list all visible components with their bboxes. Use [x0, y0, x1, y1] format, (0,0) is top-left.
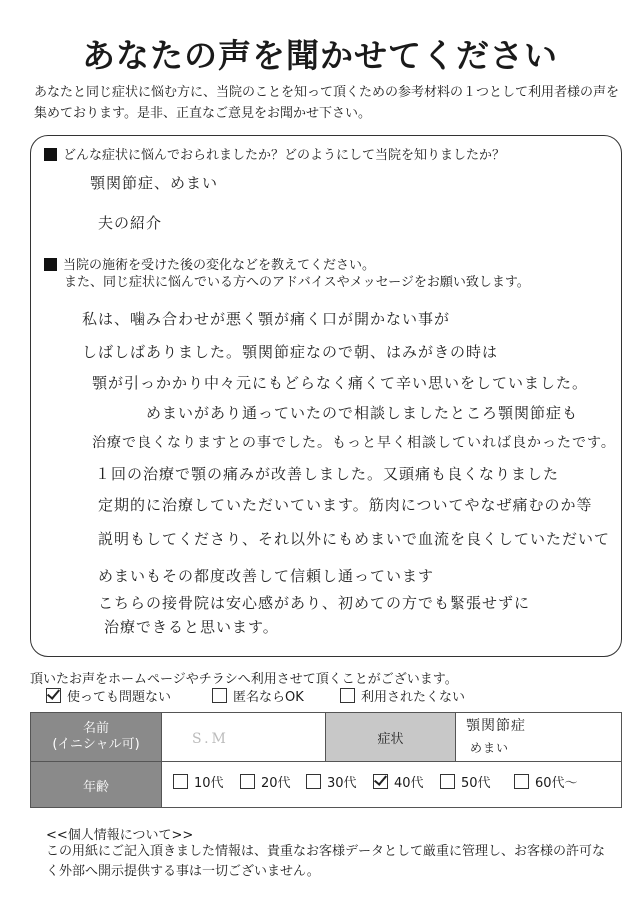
- square-bullet-icon: [44, 258, 57, 271]
- age-option[interactable]: [373, 772, 424, 791]
- answer-2-line: 私は、噛み合わせが悪く顎が痛く口が開かない事が: [82, 310, 451, 328]
- name-label-cell: [31, 713, 161, 761]
- checkbox[interactable]: [306, 774, 321, 789]
- intro-text: あなたと同じ症状に悩む方に、当院のことを知って頂くための参考材料の１つとして利用者様の声を集めております。是非、正直なご意見をお聞かせ下さい。: [34, 85, 620, 121]
- checkbox-checked[interactable]: [46, 688, 61, 703]
- checkbox[interactable]: [173, 774, 188, 789]
- info-form: [30, 712, 622, 808]
- privacy-text: この用紙にご記入頂きました情報は、貴重なお客様データとして厳重に管理し、お客様の許可なく外部へ開示提供する事は一切ございません。: [46, 844, 606, 879]
- page-title: あなたの声を聞かせてください: [82, 36, 558, 75]
- age-option-label: 10代: [194, 776, 224, 791]
- age-option-label: 40代: [394, 776, 424, 791]
- symptom-value-2: めまい: [470, 741, 510, 755]
- question-1: [44, 147, 505, 164]
- answer-2-line: 治療できると思います。: [104, 618, 279, 636]
- answer-2-line: 顎が引っかかり中々元にもどらなく痛くて辛い思いをしていました。: [92, 374, 589, 392]
- checkbox[interactable]: [514, 774, 529, 789]
- age-option[interactable]: [440, 772, 491, 791]
- checkbox[interactable]: [440, 774, 455, 789]
- question-2-line2: また、同じ症状に悩んでいる方へのアドバイスやメッセージをお願い致します。: [64, 275, 530, 290]
- name-value-cell[interactable]: [161, 713, 325, 761]
- consent-option-label: 匿名ならOK: [233, 690, 304, 705]
- answer-2-line: 定期的に治療していただいています。筋肉についてやなぜ痛むのか等: [98, 496, 593, 514]
- symptom-label: 症状: [377, 732, 404, 747]
- age-option[interactable]: [240, 772, 291, 791]
- answer-2-line: 治療で良くなりますとの事でした。もっと早く相談していれば良かったです。: [92, 435, 616, 451]
- consent-option-ok[interactable]: [46, 686, 171, 705]
- answer-2-line: こちらの接骨院は安心感があり、初めての方でも緊張せずに: [98, 594, 531, 612]
- name-label: 名前: [82, 721, 109, 736]
- square-bullet-icon: [44, 148, 57, 161]
- age-option-label: 20代: [261, 776, 291, 791]
- consent-option-label: 使っても問題ない: [67, 690, 172, 705]
- consent-question: 頂いたお声をホームページやチラシへ利用させて頂くことがございます。: [30, 672, 458, 687]
- answer-2-line: 説明もしてくださり、それ以外にもめまいで血流を良くしていただいて: [98, 530, 611, 548]
- consent-option-label: 利用されたくない: [361, 690, 466, 705]
- age-option-label: 30代: [327, 776, 357, 791]
- answer-2-line: めまいがあり通っていたので相談しましたところ顎関節症も: [146, 404, 579, 422]
- age-option[interactable]: [306, 772, 357, 791]
- age-option-label: 60代〜: [535, 776, 578, 791]
- symptom-label-cell: [325, 713, 455, 761]
- answer-2-line: めまいもその都度改善して信頼し通っています: [98, 567, 435, 585]
- consent-option-no[interactable]: [340, 686, 465, 705]
- age-option-label: 50代: [461, 776, 491, 791]
- symptom-value-cell[interactable]: [455, 713, 621, 761]
- age-option[interactable]: [514, 772, 578, 791]
- checkbox[interactable]: [240, 774, 255, 789]
- answer-1-source: 夫の紹介: [98, 214, 163, 232]
- name-value: S.M: [192, 731, 229, 747]
- checkbox-checked[interactable]: [373, 774, 388, 789]
- question-2: [44, 257, 375, 274]
- name-sublabel: (イニシャル可): [52, 737, 140, 752]
- age-label-cell: [31, 761, 161, 807]
- checkbox[interactable]: [212, 688, 227, 703]
- age-option[interactable]: [173, 772, 224, 791]
- answer-1-symptom: 顎関節症、めまい: [90, 174, 219, 192]
- checkbox[interactable]: [340, 688, 355, 703]
- question-2-line1: 当院の施術を受けた後の変化などを教えてください。: [63, 258, 376, 273]
- privacy-heading: <<個人情報について>>: [46, 828, 194, 843]
- answer-2-line: しばしばありました。顎関節症なので朝、はみがきの時は: [82, 343, 499, 361]
- answer-2-line: １回の治療で顎の痛みが改善しました。又頭痛も良くなりました: [95, 465, 560, 483]
- question-1-text: どんな症状に悩んでおられましたか？どのようにして当院を知りましたか？: [63, 148, 506, 163]
- age-label: 年齢: [82, 780, 109, 795]
- symptom-value-1: 顎関節症: [466, 718, 526, 734]
- consent-option-anonymous[interactable]: [212, 686, 304, 705]
